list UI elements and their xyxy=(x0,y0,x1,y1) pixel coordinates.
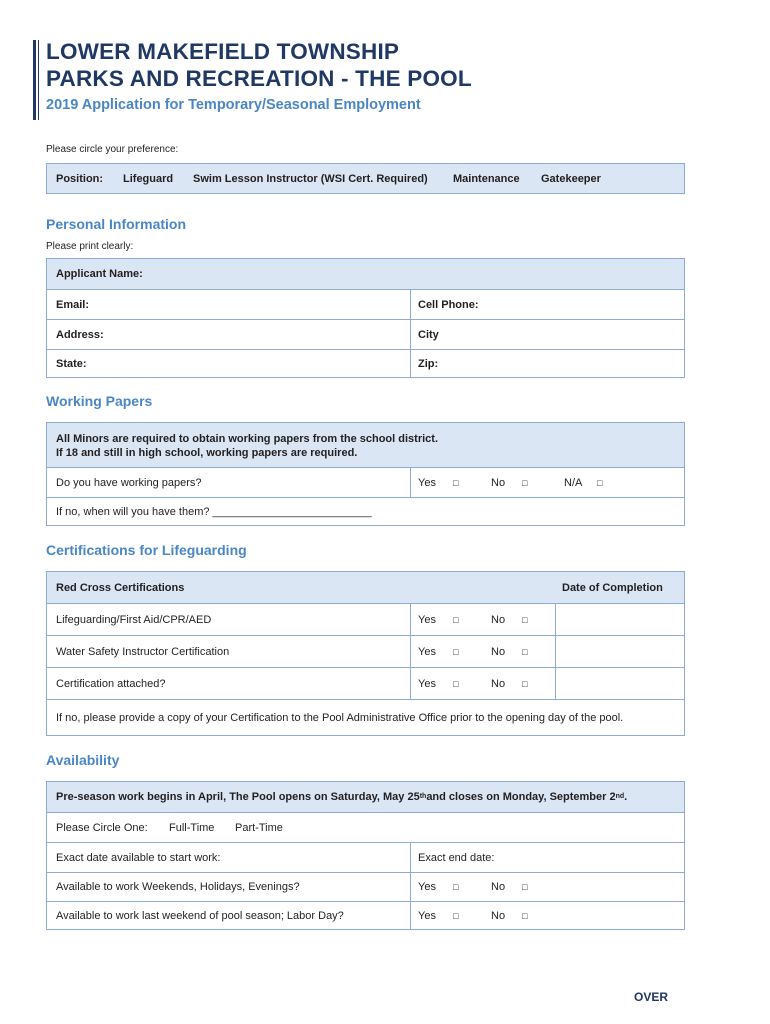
part-time-option[interactable]: Part-Time xyxy=(235,821,283,834)
certifications-header-row xyxy=(47,572,684,603)
no-checkbox[interactable]: □ xyxy=(522,614,528,625)
no-label: No xyxy=(491,613,506,626)
divider xyxy=(555,636,556,667)
na-label: N/A xyxy=(564,476,583,489)
no-checkbox[interactable]: □ xyxy=(522,646,528,657)
certifications-heading: Certifications for Lifeguarding xyxy=(46,542,247,558)
divider xyxy=(410,290,411,319)
certifications-col-left: Red Cross Certifications xyxy=(56,581,185,594)
circle-one-label: Please Circle One: xyxy=(56,821,148,834)
page-title-line2: PARKS AND RECREATION - THE POOL xyxy=(46,66,472,91)
working-papers-note-line2: If 18 and still in high school, working papers are required. xyxy=(56,447,358,459)
header-accent-bar xyxy=(33,40,36,120)
applicant-name-row[interactable] xyxy=(47,259,684,289)
no-label: No xyxy=(491,881,506,893)
yes-label: Yes xyxy=(418,910,436,922)
working-papers-question-row xyxy=(47,467,684,497)
labor-day-question: Available to work last weekend of pool season; Labor Day? xyxy=(56,910,344,922)
applicant-name-label: Applicant Name: xyxy=(56,268,143,280)
divider xyxy=(410,604,411,635)
address-row xyxy=(47,319,684,349)
personal-info-heading: Personal Information xyxy=(46,216,187,232)
position-label: Position: xyxy=(56,172,104,185)
city-label[interactable]: City xyxy=(418,328,439,341)
position-box xyxy=(46,163,685,194)
yes-label: Yes xyxy=(418,677,436,690)
yes-checkbox[interactable]: □ xyxy=(453,882,459,892)
no-label: No xyxy=(491,645,506,658)
working-papers-note-line1: All Minors are required to obtain working papers from the school district. xyxy=(56,433,438,445)
weekends-question: Available to work Weekends, Holidays, Evenings? xyxy=(56,881,300,893)
yes-label: Yes xyxy=(418,645,436,658)
working-papers-followup-row xyxy=(47,497,684,526)
divider xyxy=(410,636,411,667)
certification-name: Lifeguarding/First Aid/CPR/AED xyxy=(56,613,212,626)
page-subtitle: 2019 Application for Temporary/Seasonal Employment xyxy=(46,97,421,113)
no-label: No xyxy=(491,910,506,922)
no-checkbox[interactable]: □ xyxy=(522,911,528,921)
no-checkbox[interactable]: □ xyxy=(522,882,528,892)
page-title-line1: LOWER MAKEFIELD TOWNSHIP xyxy=(46,39,400,64)
divider xyxy=(410,668,411,699)
divider xyxy=(410,320,411,349)
zip-label[interactable]: Zip: xyxy=(418,358,439,370)
certification-name: Certification attached? xyxy=(56,677,166,690)
certification-row xyxy=(47,603,684,635)
start-date-label[interactable]: Exact date available to start work: xyxy=(56,851,221,864)
no-checkbox[interactable]: □ xyxy=(522,477,528,488)
yes-checkbox[interactable]: □ xyxy=(453,614,459,625)
yes-checkbox[interactable]: □ xyxy=(453,646,459,657)
divider xyxy=(410,843,411,872)
header-accent-line xyxy=(38,40,39,120)
working-papers-note xyxy=(47,423,684,467)
yes-checkbox[interactable]: □ xyxy=(453,477,459,488)
preference-instruction: Please circle your preference: xyxy=(46,144,179,155)
personal-info-table xyxy=(46,258,685,378)
position-option-gatekeeper[interactable]: Gatekeeper xyxy=(541,172,601,185)
divider xyxy=(555,668,556,699)
position-option-lifeguard[interactable]: Lifeguard xyxy=(123,172,174,185)
preseason-row xyxy=(47,782,684,812)
yes-label: Yes xyxy=(418,881,436,893)
divider xyxy=(555,604,556,635)
position-option-maintenance[interactable]: Maintenance xyxy=(453,172,520,185)
yes-label: Yes xyxy=(418,613,436,626)
divider xyxy=(410,350,411,378)
availability-heading: Availability xyxy=(46,752,120,768)
certifications-table xyxy=(46,571,685,736)
no-label: No xyxy=(491,677,506,690)
certification-row xyxy=(47,667,684,699)
end-date-label[interactable]: Exact end date: xyxy=(418,851,495,864)
yes-label: Yes xyxy=(418,476,436,489)
working-papers-heading: Working Papers xyxy=(46,393,153,409)
weekends-row xyxy=(47,872,684,901)
availability-table xyxy=(46,781,685,930)
yes-checkbox[interactable]: □ xyxy=(453,911,459,921)
circle-one-row xyxy=(47,812,684,842)
certification-note-row xyxy=(47,699,684,736)
over-indicator: OVER xyxy=(634,990,669,1004)
position-option-swim-instructor[interactable]: Swim Lesson Instructor (WSI Cert. Required) xyxy=(193,172,428,185)
address-label[interactable]: Address: xyxy=(56,328,104,341)
divider xyxy=(410,468,411,497)
no-label: No xyxy=(491,476,506,489)
dates-row xyxy=(47,842,684,872)
certification-row xyxy=(47,635,684,667)
full-time-option[interactable]: Full-Time xyxy=(169,821,215,834)
working-papers-question: Do you have working papers? xyxy=(56,476,202,489)
personal-info-instruction: Please print clearly: xyxy=(46,241,134,252)
cell-phone-label[interactable]: Cell Phone: xyxy=(418,298,479,311)
email-label[interactable]: Email: xyxy=(56,298,90,311)
state-row xyxy=(47,349,684,378)
certifications-col-right: Date of Completion xyxy=(562,581,663,594)
certification-name: Water Safety Instructor Certification xyxy=(56,645,230,658)
working-papers-followup[interactable]: If no, when will you have them? __________________________ xyxy=(56,506,372,518)
yes-checkbox[interactable]: □ xyxy=(453,678,459,689)
email-row xyxy=(47,289,684,319)
labor-day-row xyxy=(47,901,684,930)
state-label[interactable]: State: xyxy=(56,358,87,370)
divider xyxy=(410,902,411,930)
na-checkbox[interactable]: □ xyxy=(597,477,603,488)
divider xyxy=(410,873,411,901)
certification-note: If no, please provide a copy of your Certification to the Pool Administrative Office prior to the opening day of the pool. xyxy=(56,712,624,724)
working-papers-table xyxy=(46,422,685,526)
no-checkbox[interactable]: □ xyxy=(522,678,528,689)
preseason-note: Pre-season work begins in April, The Pool opens on Saturday, May 25 th and closes on Monday, September 2 nd . xyxy=(56,791,628,803)
